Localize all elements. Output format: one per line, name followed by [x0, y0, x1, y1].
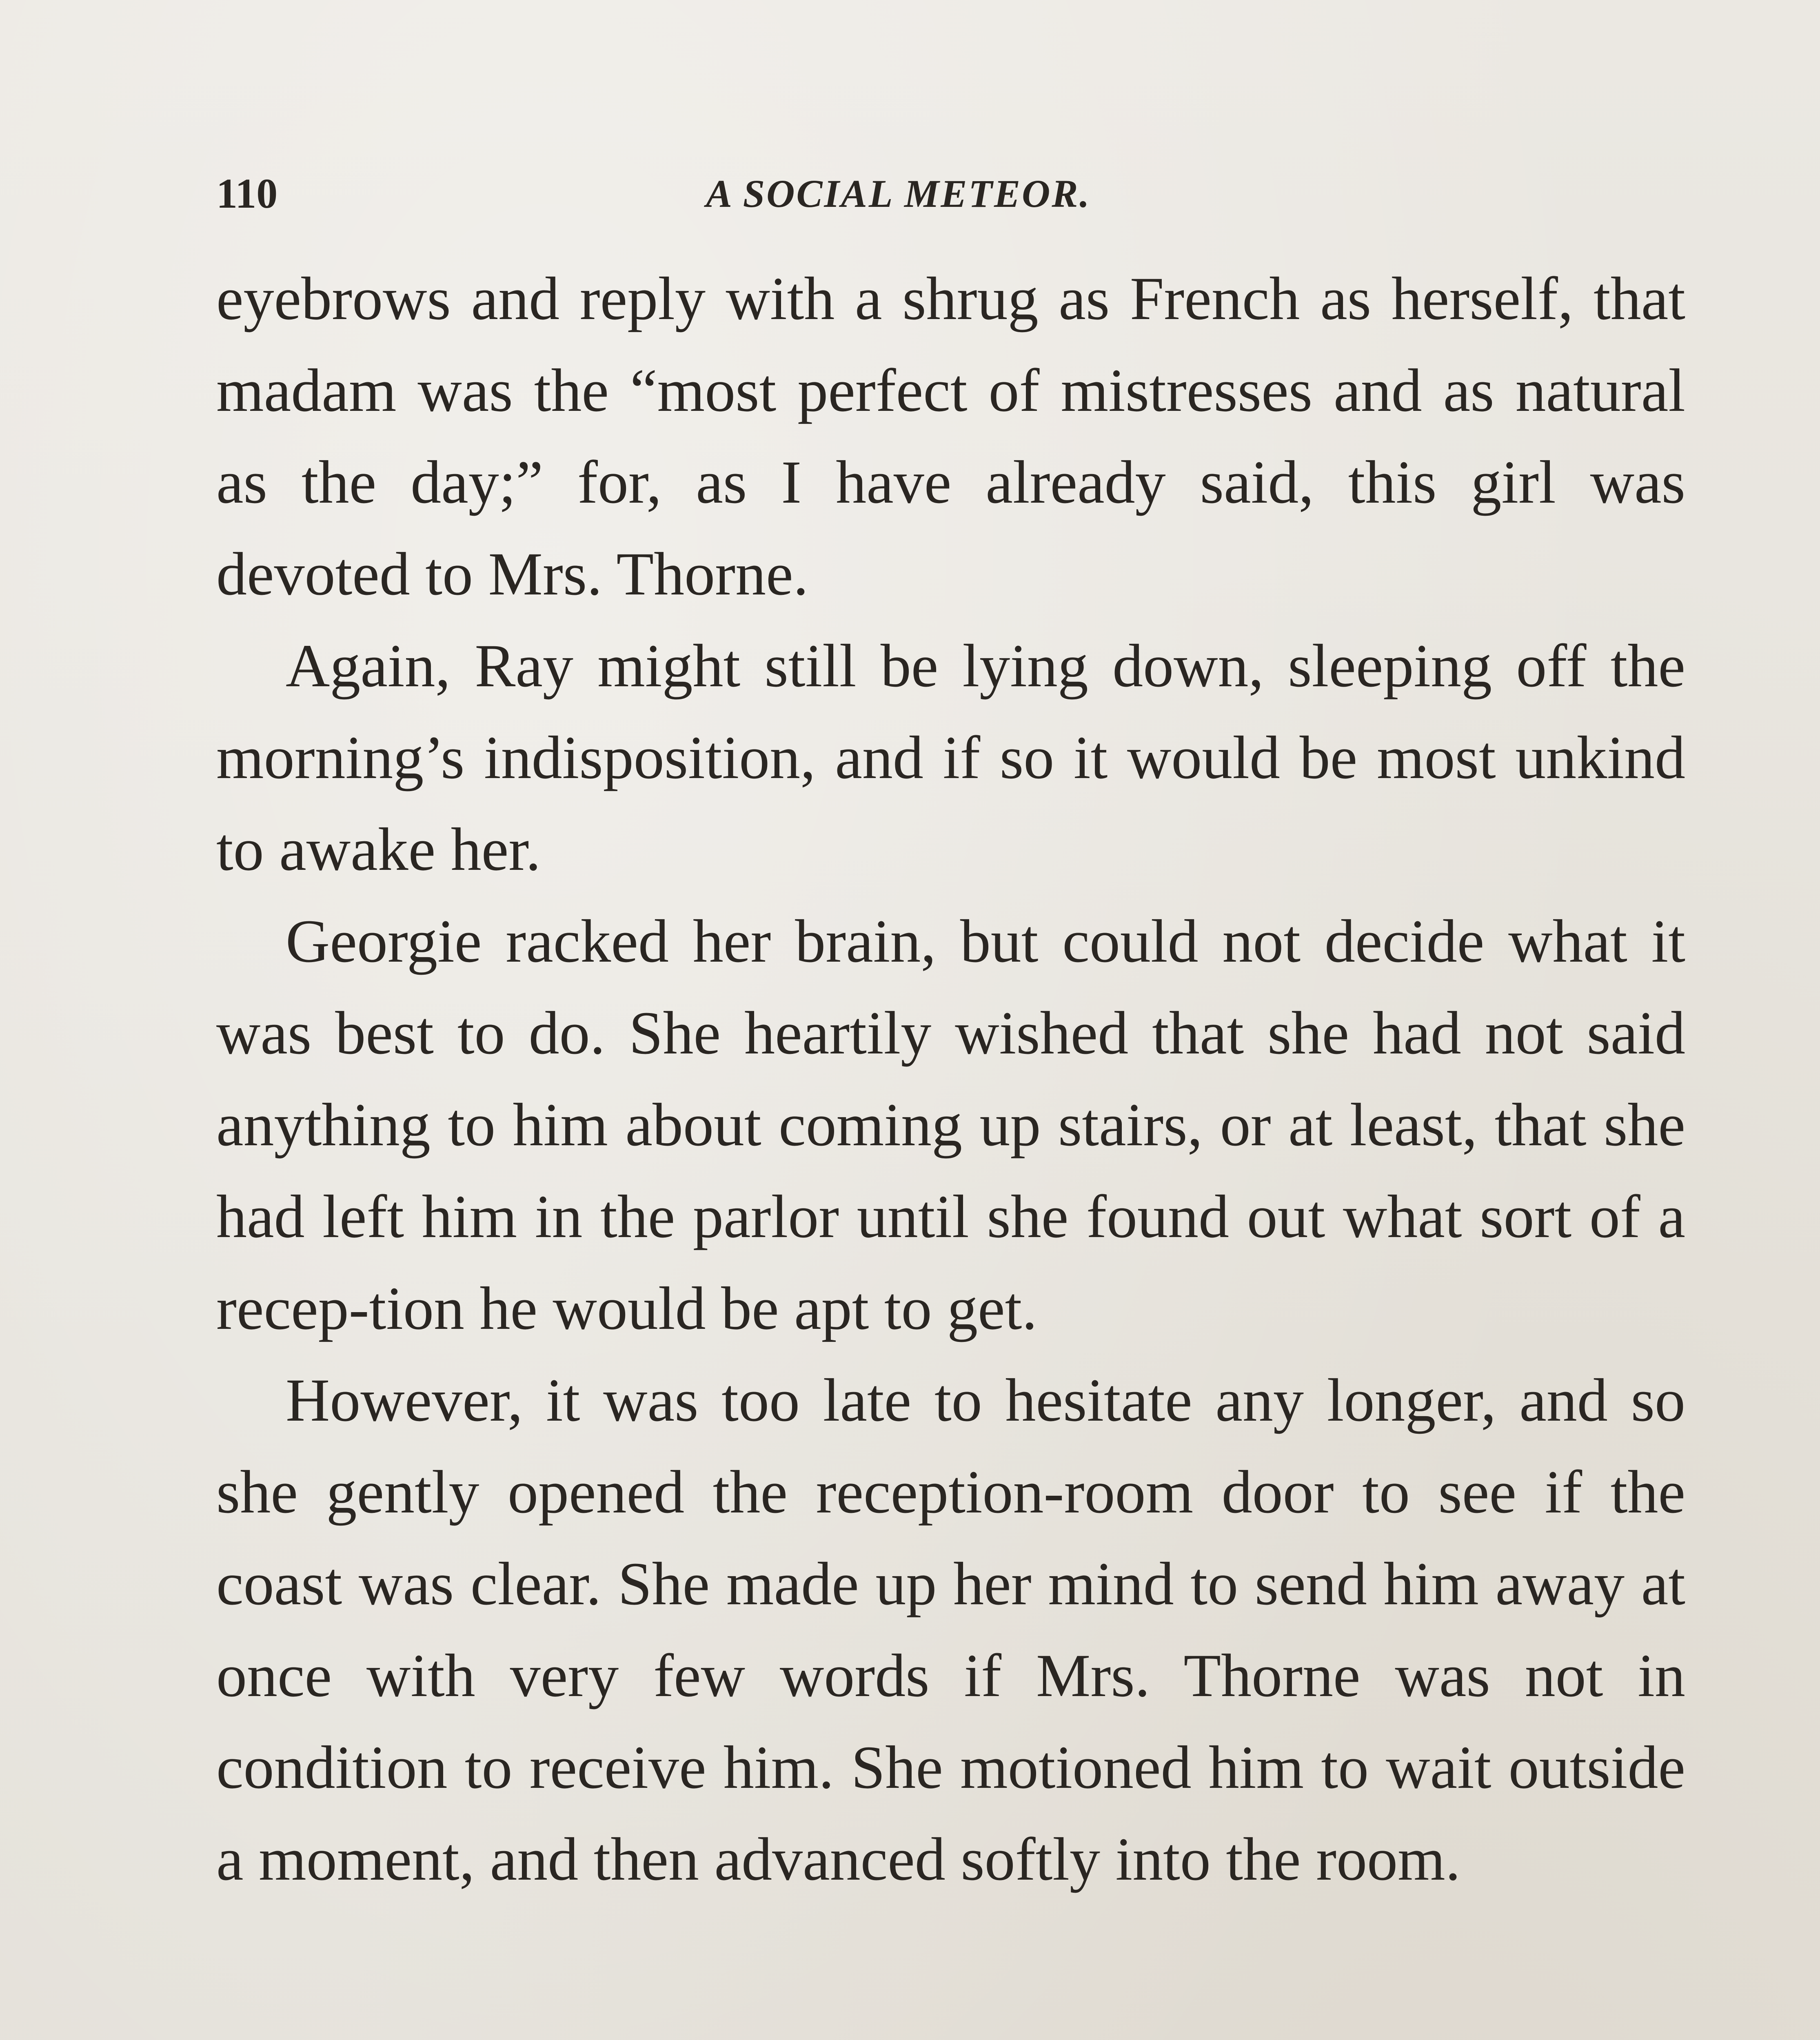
page-header	[216, 165, 1681, 222]
paragraph: Georgie racked her brain, but could not decide what it was best to do. She heartily wished that she had not said anything to him about coming up stairs, or at least, that she had left him in the parlor until she found out what sort of a recep-tion he would be apt to get.	[216, 907, 1685, 1342]
paragraph: However, it was too late to hesitate any longer, and so she gently opened the reception-room door to see if the coast was clear. She made up her mind to send him away at once with very few words if Mrs. Thorne was not in condition to receive him. She motioned him to wait outside a moment, and then advanced softly into the room.	[216, 1366, 1685, 1893]
paragraph: Again, Ray might still be lying down, sleeping off the morning’s indisposition, and if so it would be most unkind to awake her.	[216, 632, 1685, 883]
page-number: 110	[216, 170, 278, 217]
running-title: A SOCIAL METEOR.	[706, 172, 1091, 215]
body-text	[216, 253, 1685, 1905]
paragraph: eyebrows and reply with a shrug as French as herself, that madam was the “most perfect of mistresses and as natural as the day;” for, as I have already said, this girl was devoted to Mrs. Thorne.	[216, 265, 1685, 608]
